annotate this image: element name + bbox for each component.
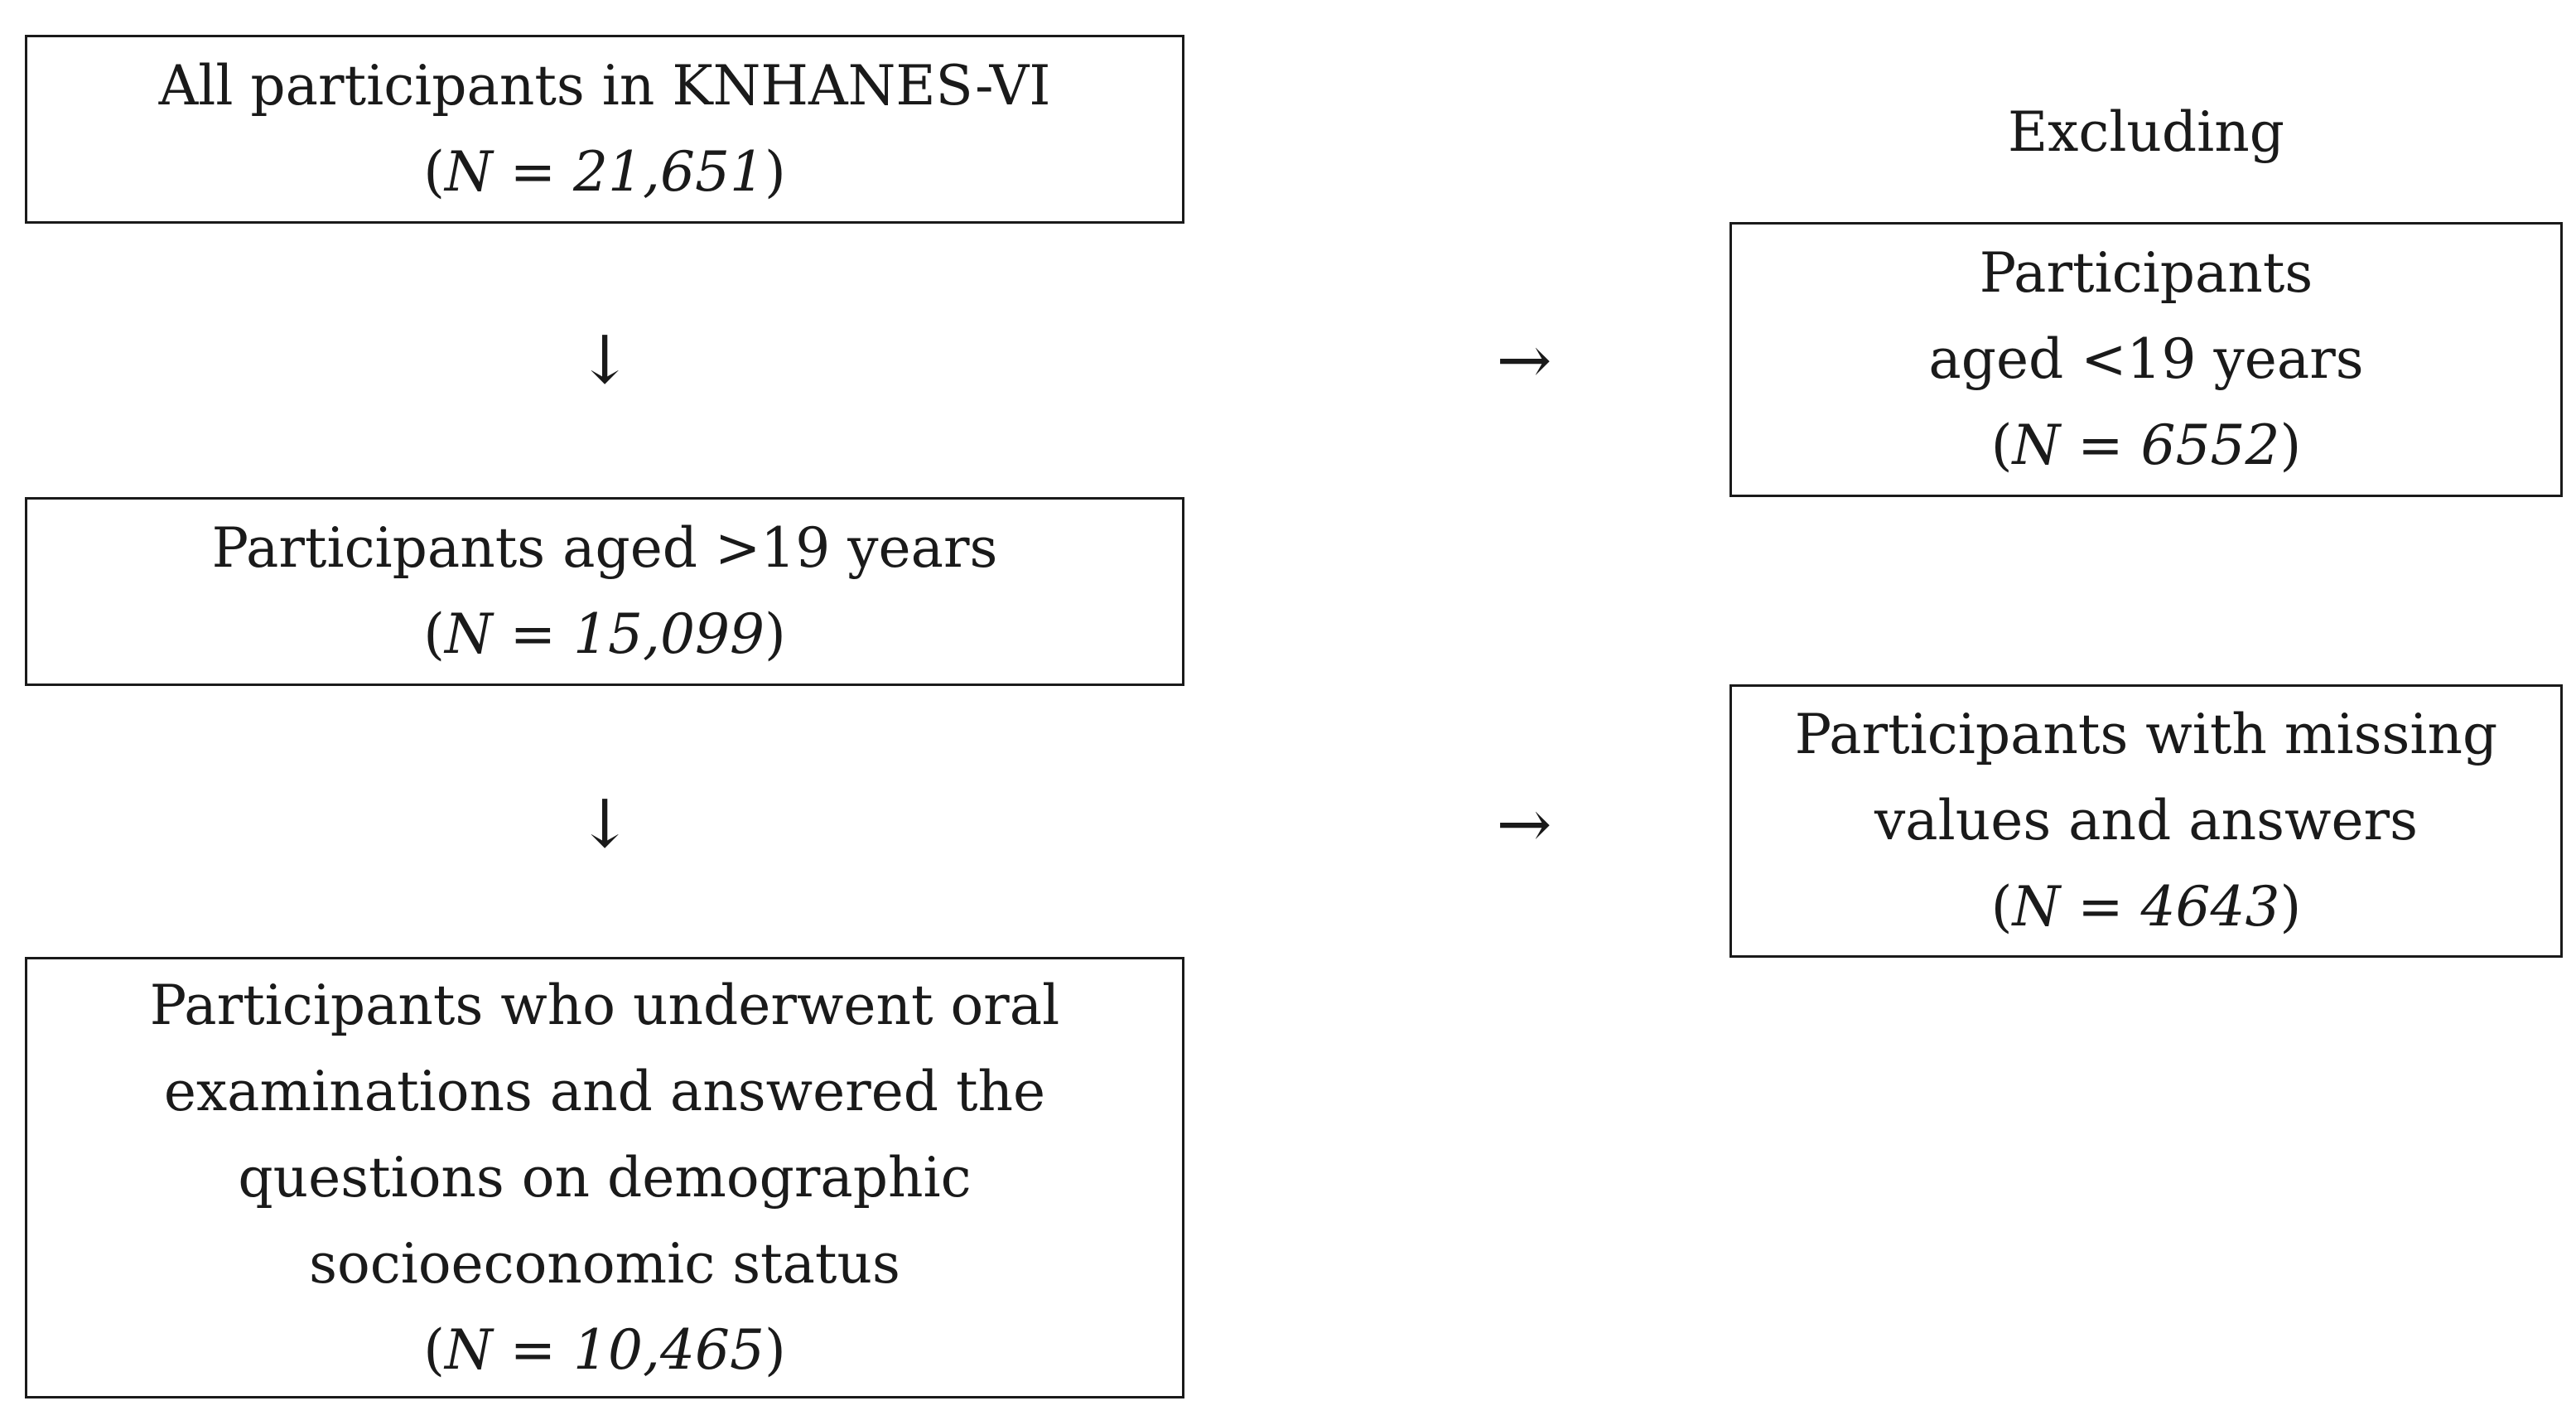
box-participants-aged-over-19 bbox=[25, 497, 1184, 686]
box-aged-over-19-line-1: Participants aged >19 years bbox=[211, 516, 998, 580]
box-final-sample bbox=[25, 957, 1184, 1398]
box-final-sample-count: (N = 10,465) bbox=[423, 1317, 786, 1382]
box-excluded-missing-count: (N = 4643) bbox=[1990, 875, 2302, 939]
box-all-participants bbox=[25, 35, 1184, 224]
box-excluded-age-line-2: aged <19 years bbox=[1928, 327, 2364, 391]
arrow-down-icon: ↓ bbox=[576, 785, 633, 862]
arrow-right-icon: → bbox=[1496, 321, 1552, 399]
box-excluded-missing-line-1: Participants with missing bbox=[1794, 703, 2498, 766]
box-excluded-aged-under-19 bbox=[1729, 222, 2563, 497]
arrow-right-icon: → bbox=[1496, 785, 1552, 862]
box-final-sample-line-1: Participants who underwent oral bbox=[149, 973, 1060, 1037]
box-final-sample-line-3: questions on demographic bbox=[238, 1145, 972, 1210]
box-final-sample-line-4: socioeconomic status bbox=[309, 1231, 900, 1296]
box-excluded-missing-values bbox=[1729, 684, 2563, 958]
box-all-participants-line-1: All participants in KNHANES-VI bbox=[158, 54, 1051, 118]
box-final-sample-line-2: examinations and answered the bbox=[163, 1059, 1046, 1123]
box-excluded-age-line-1: Participants bbox=[1979, 241, 2313, 305]
box-aged-over-19-count: (N = 15,099) bbox=[423, 602, 786, 666]
box-all-participants-count: (N = 21,651) bbox=[423, 140, 786, 204]
box-excluded-age-count: (N = 6552) bbox=[1990, 413, 2302, 477]
arrow-down-icon: ↓ bbox=[576, 321, 633, 399]
box-excluded-missing-line-2: values and answers bbox=[1874, 789, 2418, 853]
excluding-heading: Excluding bbox=[2007, 100, 2285, 164]
